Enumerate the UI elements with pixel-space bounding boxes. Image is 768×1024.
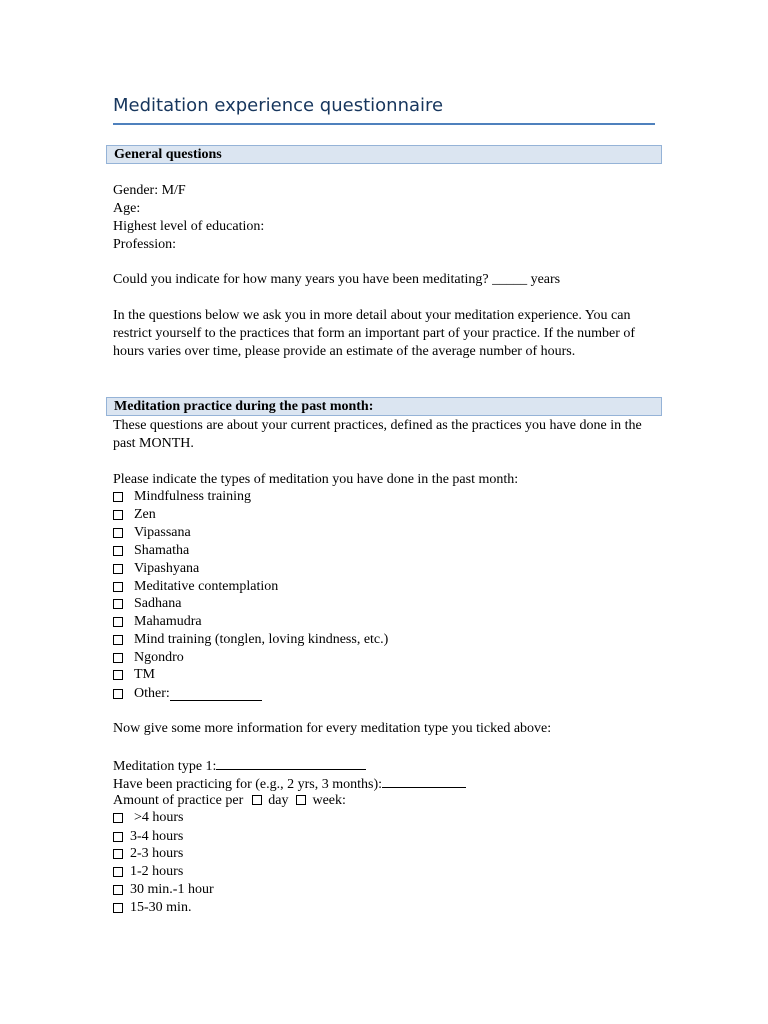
type-option-mahamudra[interactable] [113, 613, 202, 631]
hours-option-label: >4 hours [134, 810, 184, 825]
checkbox[interactable] [113, 653, 123, 663]
type-option-zen[interactable] [113, 506, 156, 524]
type-option-label: Shamatha [134, 543, 190, 558]
type-option-mind-training[interactable] [113, 631, 388, 649]
checkbox[interactable] [113, 510, 123, 520]
field-gender: Gender: M/F [113, 183, 186, 198]
day-label: day [268, 793, 289, 808]
type-option-other[interactable] [113, 685, 262, 703]
type-option-vipassana[interactable] [113, 524, 191, 542]
more-info-prompt: Now give some more information for every meditation type you ticked above: [113, 721, 552, 736]
checkbox[interactable] [113, 582, 123, 592]
week-label: week: [312, 793, 346, 808]
field-profession: Profession: [113, 237, 176, 252]
checkbox[interactable] [113, 689, 123, 699]
meditation-type-blank[interactable] [216, 756, 366, 770]
checkbox[interactable] [113, 903, 123, 913]
checkbox[interactable] [113, 635, 123, 645]
amount-line [113, 792, 346, 810]
hours-option[interactable] [113, 881, 214, 899]
type-option-label: Vipassana [134, 525, 191, 540]
type-option-label: Mind training (tonglen, loving kindness, etc.) [134, 632, 389, 647]
section-heading-past-month [106, 397, 662, 416]
practicing-for-line [113, 774, 466, 794]
checkbox[interactable] [113, 885, 123, 895]
type-option-shamatha[interactable] [113, 542, 189, 560]
meditation-type-line [113, 756, 366, 776]
practicing-for-blank[interactable] [382, 774, 466, 788]
checkbox[interactable] [113, 813, 123, 823]
field-education: Highest level of education: [113, 219, 265, 234]
years-suffix: years [530, 272, 561, 287]
years-question-text: Could you indicate for how many years you have been meditating? [113, 272, 489, 287]
hours-option-label: 15-30 min. [130, 900, 192, 915]
type-option-vipashyana[interactable] [113, 560, 199, 578]
page-title: Meditation experience questionnaire [113, 95, 444, 116]
field-age: Age: [113, 201, 141, 216]
amount-label: Amount of practice per [113, 793, 244, 808]
type-option-sadhana[interactable] [113, 595, 181, 613]
hours-option[interactable] [113, 899, 191, 917]
type-option-label: Ngondro [134, 650, 184, 665]
checkbox[interactable] [113, 492, 123, 502]
hours-option-label: 2-3 hours [130, 846, 184, 861]
hours-option-label: 1-2 hours [130, 864, 184, 879]
hours-option-label: 3-4 hours [130, 829, 184, 844]
past-month-intro: These questions are about your current practices, defined as the practices you have done in the past MONTH. [113, 418, 642, 451]
week-checkbox[interactable] [296, 795, 306, 805]
hours-option[interactable] [113, 845, 183, 863]
type-option-label: TM [134, 667, 155, 682]
checkbox[interactable] [113, 867, 123, 877]
checkbox[interactable] [113, 599, 123, 609]
type-option-mindfulness[interactable] [113, 488, 251, 506]
years-question [113, 271, 560, 289]
type-option-label: Sadhana [134, 596, 182, 611]
title-underline [113, 123, 655, 125]
type-option-label: Vipashyana [134, 561, 200, 576]
day-checkbox[interactable] [252, 795, 262, 805]
hours-option[interactable] [113, 863, 183, 881]
checkbox[interactable] [113, 528, 123, 538]
checkbox[interactable] [113, 849, 123, 859]
type-option-label: Zen [134, 507, 156, 522]
type-option-label: Mahamudra [134, 614, 202, 629]
hours-option-label: 30 min.-1 hour [130, 882, 214, 897]
checkbox[interactable] [113, 832, 123, 842]
other-blank[interactable] [170, 687, 262, 701]
type-option-label: Meditative contemplation [134, 579, 279, 594]
type-option-label: Other: [134, 686, 170, 701]
years-blank[interactable]: _____ [492, 272, 528, 287]
hours-option[interactable] [113, 828, 183, 846]
type-option-tm[interactable] [113, 666, 155, 684]
type-option-label: Mindfulness training [134, 489, 252, 504]
checkbox[interactable] [113, 617, 123, 627]
meditation-type-label: Meditation type 1: [113, 759, 217, 774]
section-heading-general [106, 145, 662, 164]
type-option-contemplation[interactable] [113, 578, 278, 596]
practicing-for-label: Have been practicing for (e.g., 2 yrs, 3 months): [113, 777, 383, 792]
checkbox[interactable] [113, 670, 123, 680]
checkbox[interactable] [113, 546, 123, 556]
section-heading-label: General questions [114, 147, 222, 162]
types-prompt: Please indicate the types of meditation you have done in the past month: [113, 472, 519, 487]
type-option-ngondro[interactable] [113, 649, 184, 667]
section-heading-label: Meditation practice during the past month: [114, 399, 374, 414]
intro-paragraph: In the questions below we ask you in more detail about your meditation experience. You can restrict yourself to the practices that form an important part of your practice. If the number of hours varies over time, please provide an estimate of the average number of hours. [113, 308, 636, 359]
hours-option[interactable] [113, 809, 184, 827]
checkbox[interactable] [113, 564, 123, 574]
